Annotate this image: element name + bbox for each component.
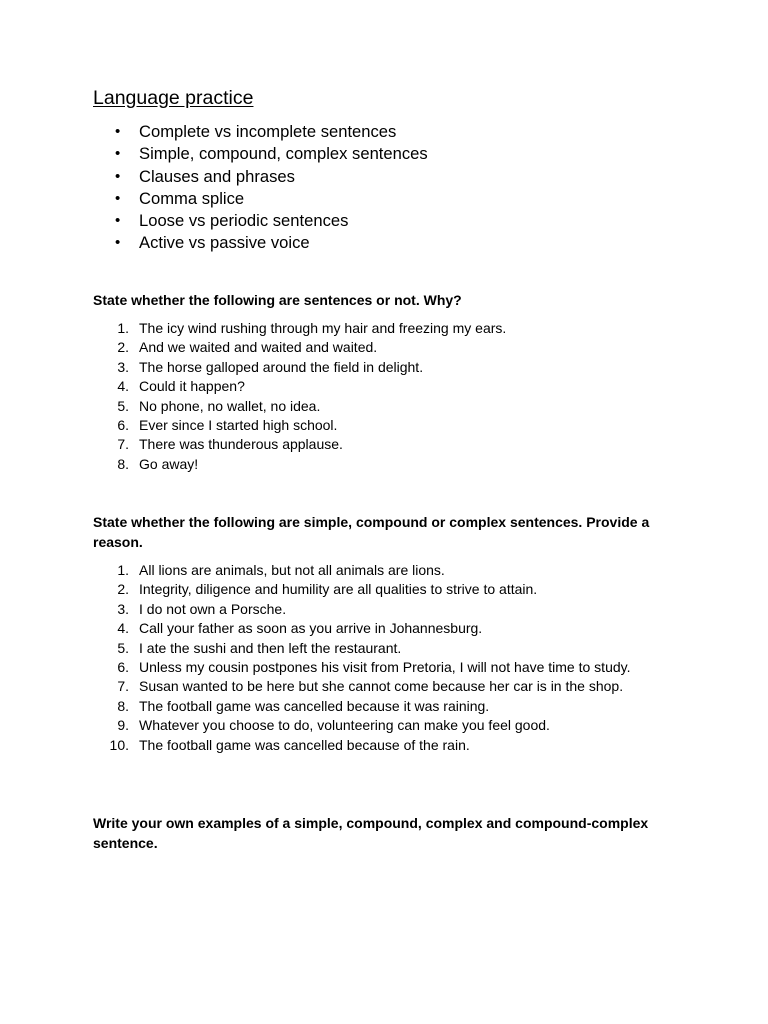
item-text: The football game was cancelled because it was raining. — [139, 697, 490, 714]
item-text: Unless my cousin postpones his visit from Pretoria, I will not have time to study. — [139, 659, 631, 676]
item-number: 6. — [117, 659, 129, 676]
sentence-list — [0, 319, 768, 474]
item-number: 1. — [117, 562, 129, 578]
bullet-icon: • — [115, 189, 121, 207]
section-heading: Write your own examples of a simple, compound, complex and compound-complex sentence. — [93, 815, 649, 851]
list-item — [0, 619, 768, 638]
item-text: I ate the sushi and then left the restaurant. — [139, 639, 402, 656]
bullet-icon: • — [115, 167, 121, 185]
list-item — [0, 455, 768, 474]
item-number: 2. — [117, 339, 129, 356]
item-number: 5. — [117, 639, 129, 656]
item-text: I do not own a Porsche. — [139, 600, 287, 617]
list-item — [0, 580, 768, 599]
topic-text: Loose vs periodic sentences — [139, 211, 349, 231]
item-text: And we waited and waited and waited. — [139, 339, 378, 356]
list-item — [0, 338, 768, 357]
bullet-icon: • — [115, 212, 121, 230]
item-number: 3. — [117, 600, 129, 617]
list-item — [0, 358, 768, 377]
topic-text: Active vs passive voice — [139, 233, 310, 253]
list-item — [0, 600, 768, 619]
item-number: 6. — [117, 417, 129, 434]
item-number: 10. — [109, 736, 129, 753]
item-number: 5. — [117, 397, 129, 414]
list-item — [0, 435, 768, 454]
item-number: 2. — [117, 581, 129, 598]
list-item — [0, 377, 768, 396]
list-item — [0, 658, 768, 677]
item-number: 4. — [117, 378, 129, 395]
list-item — [0, 416, 768, 435]
topic-text: Simple, compound, complex sentences — [139, 144, 428, 164]
sentence-type-list — [0, 561, 768, 755]
list-item — [0, 319, 768, 338]
item-text: No phone, no wallet, no idea. — [139, 397, 321, 414]
topic-text: Complete vs incomplete sentences — [139, 122, 397, 141]
item-text: All lions are animals, but not all animals are lions. — [139, 562, 445, 578]
item-text: Go away! — [139, 455, 199, 472]
item-text: There was thunderous applause. — [139, 436, 343, 453]
bullet-icon: • — [115, 123, 121, 140]
list-item — [0, 677, 768, 696]
list-item — [0, 736, 768, 755]
item-text: The horse galloped around the field in delight. — [139, 358, 424, 375]
item-number: 9. — [117, 717, 129, 734]
item-number: 7. — [117, 436, 129, 453]
bullet-icon: • — [115, 234, 121, 252]
item-text: Ever since I started high school. — [139, 417, 338, 434]
item-number: 8. — [117, 455, 129, 472]
section-heading: State whether the following are simple, compound or complex sentences. Provide a reason. — [93, 514, 650, 550]
list-item — [0, 561, 768, 580]
item-text: The football game was cancelled because of the rain. — [139, 736, 470, 753]
item-text: Call your father as soon as you arrive in Johannesburg. — [139, 620, 483, 637]
item-text: Could it happen? — [139, 378, 245, 395]
list-item — [0, 716, 768, 735]
item-text: Whatever you choose to do, volunteering can make you feel good. — [139, 717, 550, 734]
list-item — [0, 697, 768, 716]
list-item — [0, 639, 768, 658]
item-number: 8. — [117, 697, 129, 714]
item-number: 4. — [117, 620, 129, 637]
bullet-icon: • — [115, 145, 121, 163]
item-text: Integrity, diligence and humility are all qualities to strive to attain. — [139, 581, 538, 598]
topic-text: Comma splice — [139, 188, 245, 208]
list-item — [0, 397, 768, 416]
item-number: 7. — [117, 678, 129, 695]
topic-text: Clauses and phrases — [139, 166, 295, 186]
page-title: Language practice — [93, 87, 254, 109]
item-text: The icy wind rushing through my hair and freezing my ears. — [139, 320, 507, 336]
item-number: 1. — [117, 320, 129, 336]
item-text: Susan wanted to be here but she cannot come because her car is in the shop. — [139, 678, 624, 695]
section-heading: State whether the following are sentences or not. Why? — [93, 292, 462, 308]
item-number: 3. — [117, 358, 129, 375]
